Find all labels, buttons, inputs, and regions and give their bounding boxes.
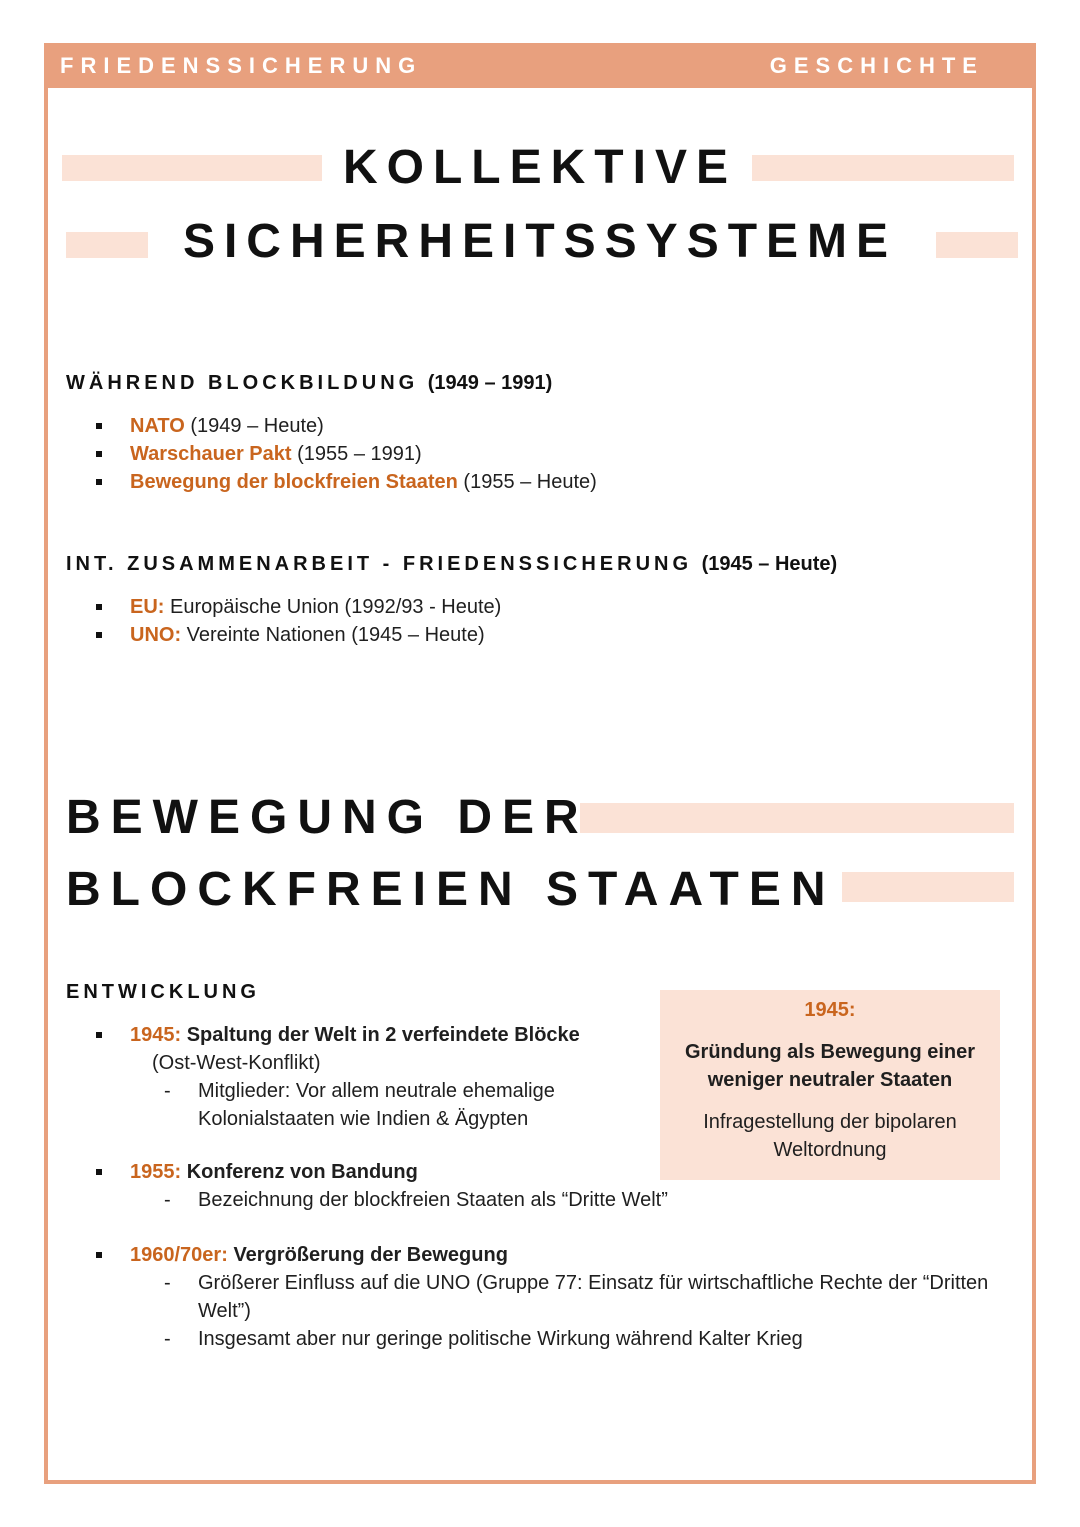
item-year: 1960/70er:	[130, 1244, 228, 1266]
list-item	[96, 621, 501, 649]
info-box-1945	[660, 990, 1000, 1180]
entwicklung-item-1960	[96, 1241, 996, 1353]
item-detail: - Insgesamt aber nur geringe politische Wirkung während Kalter Krieg	[164, 1325, 996, 1353]
page-title-line2: SICHERHEITSSYSTEME	[182, 215, 898, 268]
list-item	[96, 1021, 656, 1133]
big-title-line2: BLOCKFREIEN STAATEN	[66, 863, 836, 916]
item-detail: - Bezeichnung der blockfreien Staaten als “Dritte Welt”	[164, 1186, 996, 1214]
info-box-year: 1945:	[804, 999, 856, 1021]
info-box-text: Infragestellung der bipolaren Weltordnung	[703, 1111, 957, 1161]
blockbildung-list	[96, 412, 597, 496]
header-bar	[44, 43, 1036, 88]
item-sub: (Ost-West-Konflikt)	[152, 1052, 321, 1074]
section-heading-text: WÄHREND BLOCKBILDUNG	[66, 372, 419, 394]
info-box-bold: Gründung als Bewegung einer weniger neutraler Staaten	[684, 1041, 976, 1091]
list-item	[96, 1241, 996, 1353]
header-subject: GESCHICHTE	[769, 53, 984, 78]
list-item	[96, 468, 597, 496]
list-item	[96, 412, 597, 440]
section-heading-years: (1945 – Heute)	[701, 553, 838, 575]
item-detail: - Mitglieder: Vor allem neutrale ehemalige Kolonialstaaten wie Indien & Ägypten	[164, 1077, 656, 1133]
item-detail: - Größerer Einfluss auf die UNO (Gruppe 77: Einsatz für wirtschaftliche Rechte der “Dritten Welt”)	[164, 1269, 996, 1325]
item-year: 1955:	[130, 1161, 182, 1183]
list-item	[96, 1158, 996, 1214]
org-name: Warschauer Pakt	[130, 443, 292, 465]
page-title-line1: KOLLEKTIVE	[342, 141, 737, 194]
org-dates: (1955 – Heute)	[457, 471, 597, 493]
list-item	[96, 440, 597, 468]
org-dates: Vereinte Nationen (1945 – Heute)	[181, 624, 485, 646]
item-title: Spaltung der Welt in 2 verfeindete Blöcke	[186, 1024, 580, 1046]
entwicklung-item-1945	[96, 1021, 656, 1133]
bigtitle-stripe-1	[580, 803, 1014, 833]
list-item	[96, 593, 501, 621]
header-topic: FRIEDENSSICHERUNG	[60, 53, 423, 78]
section-heading-zusammenarbeit	[66, 553, 837, 576]
org-dates: (1955 – 1991)	[291, 443, 422, 465]
org-name: Bewegung der blockfreien Staaten	[130, 471, 458, 493]
item-title: Konferenz von Bandung	[186, 1161, 418, 1183]
org-name: NATO	[130, 415, 185, 437]
big-title-line1: BEWEGUNG DER	[66, 791, 589, 844]
item-year: 1945:	[130, 1024, 182, 1046]
org-name: UNO:	[130, 624, 182, 646]
bigtitle-stripe-2	[842, 872, 1014, 902]
section-heading-text: INT. ZUSAMMENARBEIT - FRIEDENSSICHERUNG	[66, 553, 693, 575]
org-dates: Europäische Union (1992/93 - Heute)	[164, 596, 502, 618]
entwicklung-item-1955	[96, 1158, 996, 1214]
entwicklung-heading: ENTWICKLUNG	[66, 981, 260, 1003]
zusammenarbeit-list	[96, 593, 501, 649]
item-title: Vergrößerung der Bewegung	[233, 1244, 508, 1266]
section-heading-blockbildung	[66, 372, 552, 395]
section-heading-years: (1949 – 1991)	[427, 372, 553, 394]
org-name: EU:	[130, 596, 165, 618]
org-dates: (1949 – Heute)	[184, 415, 324, 437]
